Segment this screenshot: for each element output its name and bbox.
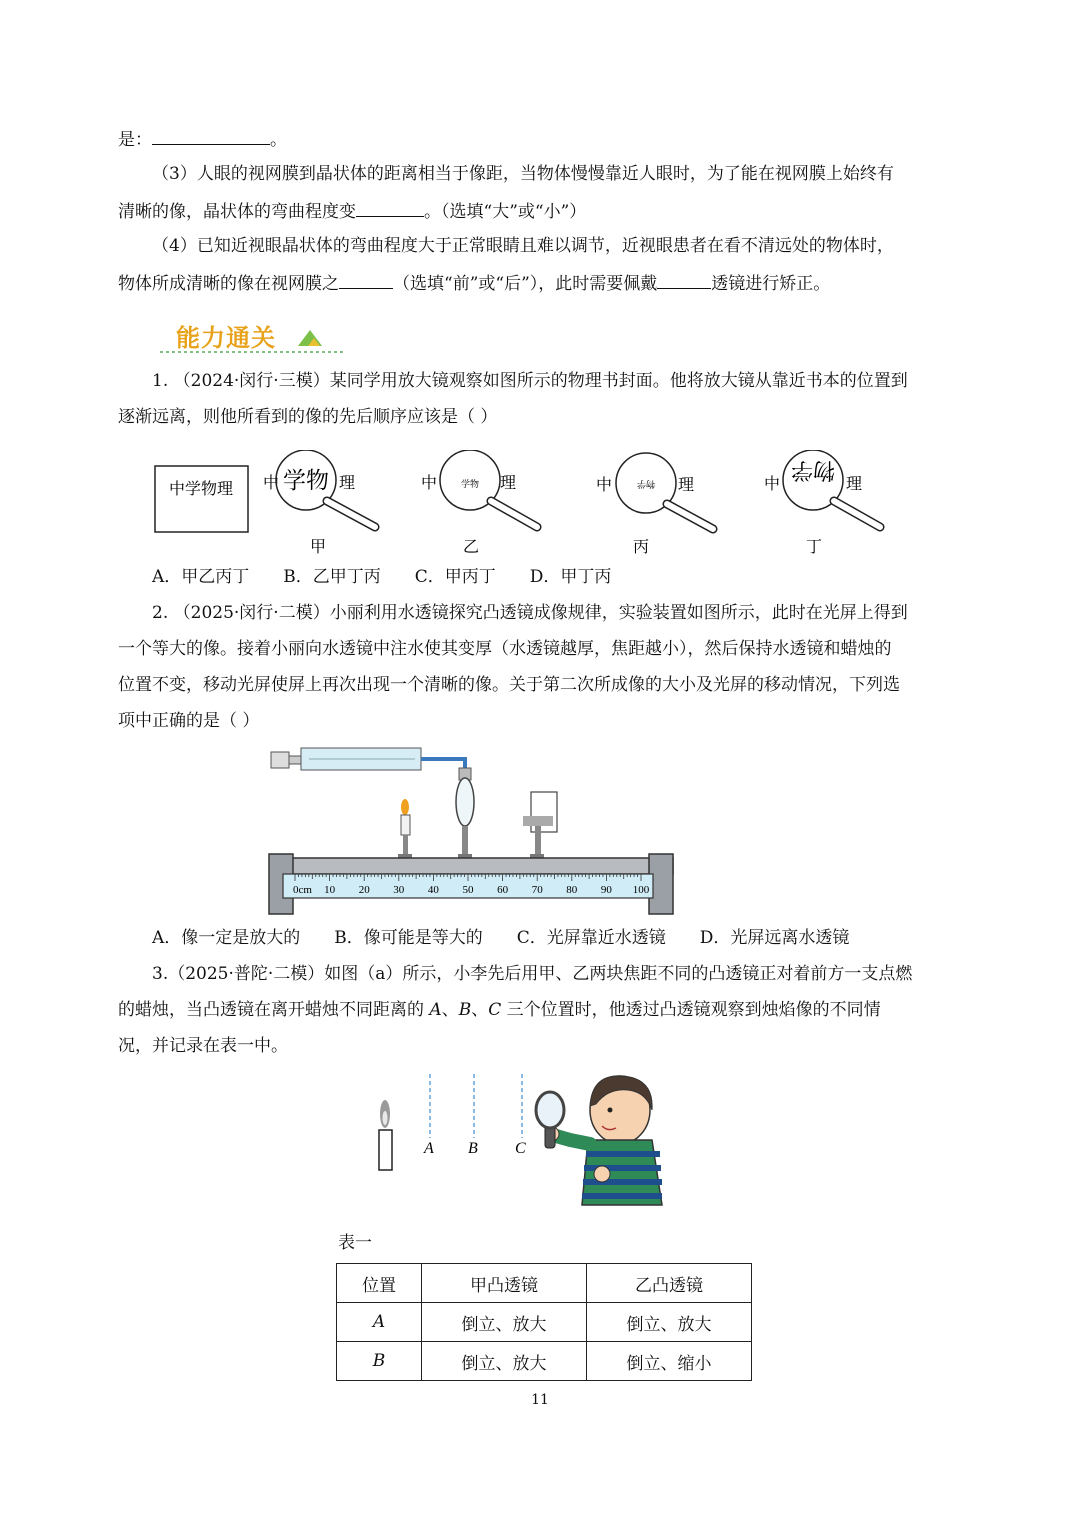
label-a: A <box>424 1140 434 1157</box>
optical-bench <box>269 854 673 914</box>
section-title: 能力通关 <box>176 324 276 352</box>
candle-flame <box>379 1100 392 1170</box>
fig-left-char: 中 <box>421 475 438 492</box>
q2-optical-bench-figure <box>265 742 685 917</box>
fig-left-char: 中 <box>263 475 280 492</box>
q3-stem-3: 况，并记录在表一中。 <box>118 1036 288 1056</box>
text: 。 <box>270 130 287 150</box>
result-table <box>336 1263 752 1381</box>
text: （选填“前”或“后”），此时需要佩戴 <box>393 274 658 294</box>
ruler-label: 70 <box>531 884 543 896</box>
answer-blank[interactable] <box>339 270 393 289</box>
boy-with-magnifier <box>536 1076 662 1205</box>
q1-options <box>152 565 645 589</box>
text: 、 <box>471 1000 489 1020</box>
q1-stem-2: 逐渐远离，则他所看到的像的先后顺序应该是（ ） <box>118 407 498 427</box>
table-cell: 倒立、缩小 <box>587 1342 752 1381</box>
lens-text: 物学 <box>636 479 656 489</box>
fig-label: 丁 <box>805 539 823 556</box>
fig-left-char: 中 <box>764 476 781 493</box>
answer-blank[interactable] <box>356 198 424 217</box>
pos-a: A <box>429 1000 442 1020</box>
table-cell: 倒立、放大 <box>587 1303 752 1342</box>
fig-right-char: 理 <box>678 477 695 494</box>
table-row <box>337 1342 752 1381</box>
q3-figure <box>370 1070 670 1215</box>
page-number: 11 <box>531 1392 549 1408</box>
q3-stem-2 <box>118 998 881 1022</box>
text: 是： <box>118 130 152 150</box>
table-header-row <box>337 1264 752 1303</box>
fig-label: 甲 <box>309 539 327 556</box>
text: 透镜进行矫正。 <box>711 274 831 294</box>
text: 物体所成清晰的像在视网膜之 <box>118 274 339 294</box>
lens-text: 学物 <box>283 468 329 493</box>
option-b[interactable]: B．乙甲丁丙 <box>283 567 381 587</box>
text: 。（选填“大”或“小”） <box>424 202 587 222</box>
ruler-label: 100 <box>632 884 650 896</box>
q1-figure <box>150 450 910 565</box>
table-cell: 倒立、放大 <box>422 1342 587 1381</box>
table-cell: B <box>337 1342 422 1381</box>
fig-right-char: 理 <box>846 476 863 493</box>
ruler-label: 50 <box>462 884 474 896</box>
fig-right-char: 理 <box>339 475 356 492</box>
q4-line-2 <box>118 270 830 296</box>
ruler-label: 80 <box>566 884 578 896</box>
table-cell: 倒立、放大 <box>422 1303 587 1342</box>
ruler-label: 10 <box>324 884 336 896</box>
option-a[interactable]: A．甲乙丙丁 <box>152 567 250 587</box>
table-header: 甲凸透镜 <box>422 1264 587 1303</box>
water-lens <box>456 778 474 866</box>
magnifier-ding <box>764 450 880 556</box>
book-cover <box>155 466 248 532</box>
table-header: 乙凸透镜 <box>587 1264 752 1303</box>
q2-stem-4: 项中正确的是（ ） <box>118 711 260 731</box>
fig-right-char: 理 <box>500 475 517 492</box>
pos-c: C <box>488 1000 502 1020</box>
q2-stem-3: 位置不变，移动光屏使屏上再次出现一个清晰的像。关于第二次所成像的大小及光屏的移动情况，下列选 <box>118 675 900 695</box>
q2-stem: 2. （2025·闵行·二模）小丽利用水透镜探究凸透镜成像规律，实验装置如图所示，此时在光屏上得到 <box>152 603 908 623</box>
q4-line: （4）已知近视眼晶状体的弯曲程度大于正常眼睛且难以调节，近视眼患者在看不清远处的物体时， <box>152 236 894 256</box>
q2-stem-2: 一个等大的像。接着小丽向水透镜中注水使其变厚（水透镜越厚，焦距越小），然后保持水透镜和蜡烛的 <box>118 639 892 659</box>
table-caption: 表一 <box>338 1233 372 1253</box>
syringe <box>271 748 471 780</box>
light-screen <box>523 792 557 866</box>
table-cell: A <box>337 1303 422 1342</box>
fig-label: 乙 <box>462 539 480 556</box>
q2-options <box>152 926 883 950</box>
table-header: 位置 <box>337 1264 422 1303</box>
magnifier-jia <box>263 450 375 556</box>
q3-line-2 <box>118 198 586 224</box>
label-c: C <box>515 1140 526 1157</box>
text: 、 <box>441 1000 459 1020</box>
ruler-label: 90 <box>600 884 612 896</box>
table-row <box>337 1303 752 1342</box>
ruler-label: 30 <box>393 884 405 896</box>
ruler-label: 0cm <box>293 884 312 896</box>
q3-line: （3）人眼的视网膜到晶状体的距离相当于像距，当物体慢慢靠近人眼时，为了能在视网膜上始终有 <box>152 164 894 184</box>
lens-text: 学物 <box>460 479 480 489</box>
ruler-label: 40 <box>427 884 439 896</box>
q3-stem: 3.（2025·普陀·二模）如图（a）所示，小李先后用甲、乙两块焦距不同的凸透镜正对着前方一支点燃 <box>152 964 913 984</box>
ruler-label: 20 <box>358 884 370 896</box>
option-c[interactable]: C．甲丙丁 <box>414 567 496 587</box>
option-b[interactable]: B．像可能是等大的 <box>334 928 483 948</box>
text: 的蜡烛，当凸透镜在离开蜡烛不同距离的 <box>118 1000 430 1020</box>
option-d[interactable]: D．光屏远离水透镜 <box>699 928 850 948</box>
fig-label: 丙 <box>632 539 650 556</box>
option-d[interactable]: D．甲丁丙 <box>529 567 612 587</box>
label-b: B <box>468 1140 478 1157</box>
candle <box>398 799 412 866</box>
cover-text: 中学物理 <box>168 481 234 498</box>
answer-blank[interactable] <box>152 126 270 145</box>
q1-stem: 1. （2024·闵行·三模）某同学用放大镜观察如图所示的物理书封面。他将放大镜从靠近书本的位置到 <box>152 371 908 391</box>
lens-text: 物学 <box>790 458 836 483</box>
text: 三个位置时，他透过凸透镜观察到烛焰像的不同情 <box>501 1000 881 1020</box>
ruler-label: 60 <box>497 884 509 896</box>
section-badge <box>158 312 348 358</box>
text: 清晰的像，晶状体的弯曲程度变 <box>118 202 356 222</box>
magnifier-bing <box>596 453 713 556</box>
option-c[interactable]: C．光屏靠近水透镜 <box>516 928 666 948</box>
prev-answer-line <box>118 126 287 152</box>
option-a[interactable]: A．像一定是放大的 <box>152 928 301 948</box>
magnifier-yi <box>421 450 537 556</box>
pos-b: B <box>458 1000 472 1020</box>
answer-blank[interactable] <box>657 270 711 289</box>
fig-left-char: 中 <box>596 477 613 494</box>
